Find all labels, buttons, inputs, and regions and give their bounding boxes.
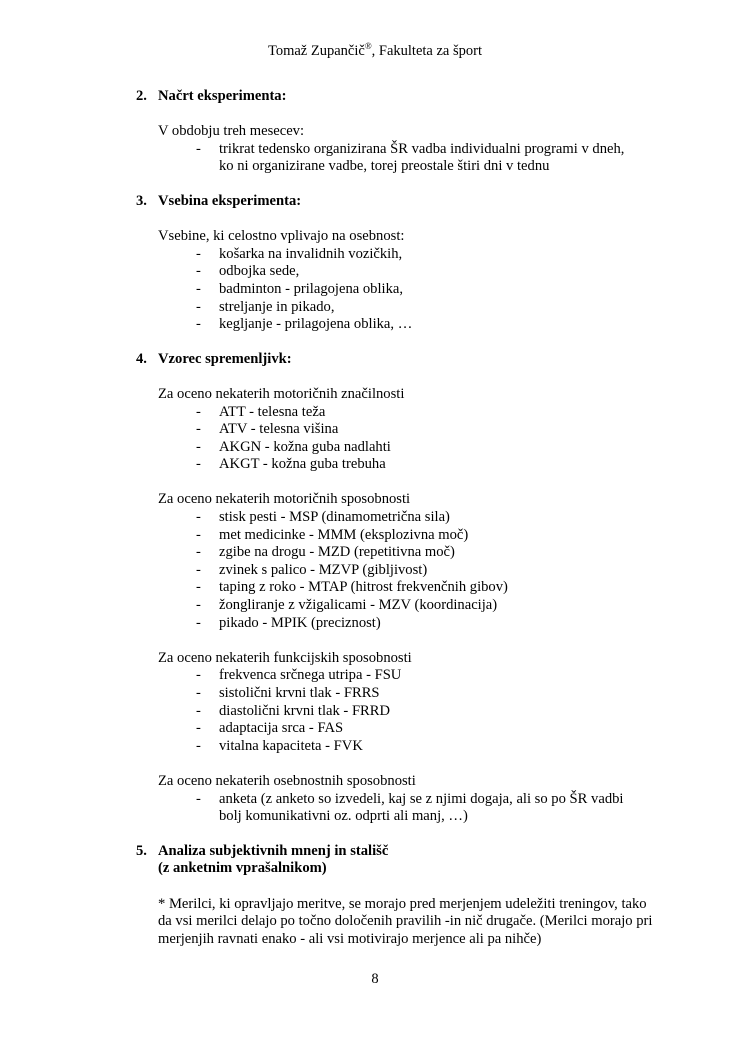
section-number-3: 3. bbox=[136, 192, 147, 209]
list-item bbox=[196, 544, 638, 562]
list-item-label: ATT - telesna teža bbox=[219, 403, 326, 420]
bullet-dash-icon: - bbox=[196, 421, 201, 438]
variable-group-heading: Za oceno nekaterih motoričnih značilnosti bbox=[158, 385, 405, 402]
spacer bbox=[136, 755, 638, 773]
variable-group-list bbox=[136, 509, 638, 632]
bullet-dash-icon: - bbox=[196, 263, 201, 280]
list-item bbox=[196, 703, 638, 721]
variable-group-list bbox=[136, 667, 638, 755]
list-item-label: frekvenca srčnega utripa - FSU bbox=[219, 667, 402, 684]
list-item bbox=[196, 579, 638, 597]
section-title-3: Vsebina eksperimenta: bbox=[158, 192, 302, 209]
list-item bbox=[196, 527, 638, 545]
bullet-dash-icon: - bbox=[196, 667, 201, 684]
list-item-label: AKGN - kožna guba nadlahti bbox=[219, 438, 391, 455]
section-title-2: Načrt eksperimenta: bbox=[158, 88, 287, 104]
list-item bbox=[196, 720, 638, 738]
list-item bbox=[196, 141, 638, 176]
list-item-label: badminton - prilagojena oblika, bbox=[219, 280, 403, 297]
page-number: 8 bbox=[371, 971, 379, 987]
variable-group-heading: Za oceno nekaterih osebnostnih sposobnosti bbox=[158, 772, 416, 789]
bullet-dash-icon: - bbox=[196, 509, 201, 526]
list-item bbox=[196, 562, 638, 580]
list-item-label: kegljanje - prilagojena oblika, … bbox=[219, 316, 413, 333]
variable-group-list bbox=[136, 404, 638, 474]
running-header bbox=[0, 43, 750, 60]
spacer bbox=[136, 106, 638, 124]
header-author: Tomaž Zupančič bbox=[267, 43, 365, 59]
list-item-label: pikado - MPIK (preciznost) bbox=[219, 614, 381, 631]
section-3-bullet-list bbox=[136, 246, 638, 334]
bullet-dash-icon: - bbox=[196, 579, 201, 596]
list-item bbox=[196, 281, 638, 299]
bullet-dash-icon: - bbox=[196, 140, 201, 157]
section-number-5: 5. bbox=[136, 842, 147, 859]
section-3-intro: Vsebine, ki celostno vplivajo na osebnost: bbox=[158, 228, 405, 245]
bullet-dash-icon: - bbox=[196, 614, 201, 631]
list-item-label: ATV - telesna višina bbox=[219, 421, 339, 438]
list-item-label: trikrat tedensko organizirana ŠR vadba individualni programi v dneh, ko ni organizirane vadbe, torej preostale štiri dni v tednu bbox=[219, 140, 625, 175]
list-item bbox=[196, 738, 638, 756]
list-item-label: vitalna kapaciteta - FVK bbox=[219, 737, 363, 754]
bullet-dash-icon: - bbox=[196, 720, 201, 737]
spacer bbox=[136, 878, 638, 896]
bullet-dash-icon: - bbox=[196, 403, 201, 420]
spacer bbox=[136, 176, 638, 193]
bullet-dash-icon: - bbox=[196, 685, 201, 701]
variable-group-heading: Za oceno nekaterih motoričnih sposobnosti bbox=[158, 491, 411, 508]
list-item-label: met medicinke - MMM (eksplozivna moč) bbox=[219, 526, 469, 543]
list-item bbox=[196, 597, 638, 615]
bullet-dash-icon: - bbox=[196, 526, 201, 543]
list-item-label: sistolični krvni tlak - FRRS bbox=[219, 685, 380, 701]
spacer bbox=[136, 211, 638, 229]
section-heading-2 bbox=[136, 88, 638, 106]
list-item bbox=[196, 615, 638, 633]
list-item-label: stisk pesti - MSP (dinamometrična sila) bbox=[219, 509, 450, 526]
list-item bbox=[196, 685, 638, 703]
list-item bbox=[196, 509, 638, 527]
bullet-dash-icon: - bbox=[196, 280, 201, 297]
bullet-dash-icon: - bbox=[196, 561, 201, 578]
bullet-dash-icon: - bbox=[196, 456, 201, 473]
variable-group-list bbox=[136, 791, 638, 826]
list-item bbox=[196, 404, 638, 422]
bullet-dash-icon: - bbox=[196, 597, 201, 614]
list-item-label: zvinek s palico - MZVP (gibljivost) bbox=[219, 561, 428, 578]
list-item-label: anketa (z anketo so izvedeli, kaj se z njimi dogaja, ali so po ŠR vadbi bolj komunikativni oz. odprti ali manj, …) bbox=[219, 790, 624, 825]
list-item-label: streljanje in pikado, bbox=[219, 298, 335, 315]
list-item bbox=[196, 667, 638, 685]
bullet-dash-icon: - bbox=[196, 245, 201, 262]
bullet-dash-icon: - bbox=[196, 790, 201, 807]
list-item-label: diastolični krvni tlak - FRRD bbox=[219, 702, 391, 719]
section-title-5-line2: (z anketnim vprašalnikom) bbox=[158, 860, 327, 877]
section-heading-3 bbox=[136, 193, 638, 211]
spacer bbox=[136, 474, 638, 492]
list-item bbox=[196, 299, 638, 317]
variable-group-heading: Za oceno nekaterih funkcijskih sposobnosti bbox=[158, 649, 412, 666]
registered-mark-icon: ® bbox=[364, 41, 372, 52]
section-2-bullet-list bbox=[136, 141, 638, 176]
list-item bbox=[196, 456, 638, 474]
bullet-dash-icon: - bbox=[196, 316, 201, 333]
bullet-dash-icon: - bbox=[196, 544, 201, 561]
list-item bbox=[196, 263, 638, 281]
list-item-label: košarka na invalidnih vozičkih, bbox=[219, 245, 403, 262]
section-heading-5 bbox=[136, 843, 638, 878]
section-2-intro: V obdobju treh mesecev: bbox=[158, 123, 305, 140]
document-body bbox=[136, 88, 653, 948]
list-item-label: adaptacija srca - FAS bbox=[219, 720, 344, 737]
measurement-note: * Merilci, ki opravljajo meritve, se morajo pred merjenjem udeležiti treningov, tako da vsi merilci delajo po točno določenih pravilih -in nič drugače. (Merilci morajo pri merjenjih ravnati enako - ali vsi motivirajo merjence ali pa nihče) bbox=[158, 895, 653, 947]
bullet-dash-icon: - bbox=[196, 298, 201, 315]
list-item-label: žongliranje z vžigalicami - MZV (koordinacija) bbox=[219, 597, 498, 614]
bullet-dash-icon: - bbox=[196, 702, 201, 719]
list-item-label: odbojka sede, bbox=[219, 263, 300, 280]
spacer bbox=[136, 334, 638, 351]
bullet-dash-icon: - bbox=[196, 737, 201, 754]
section-title-5-line1: Analiza subjektivnih mnenj in stališč bbox=[158, 842, 389, 859]
list-item-label: AKGT - kožna guba trebuha bbox=[219, 456, 386, 473]
spacer bbox=[136, 632, 638, 650]
section-number-4: 4. bbox=[136, 350, 147, 367]
bullet-dash-icon: - bbox=[196, 438, 201, 455]
list-item bbox=[196, 421, 638, 439]
section-number-2: 2. bbox=[136, 88, 147, 104]
list-item bbox=[196, 791, 638, 826]
list-item bbox=[196, 316, 638, 334]
list-item bbox=[196, 246, 638, 264]
spacer bbox=[136, 826, 638, 843]
list-item-label: taping z roko - MTAP (hitrost frekvenčnih gibov) bbox=[219, 579, 508, 596]
list-item-label: zgibe na drogu - MZD (repetitivna moč) bbox=[219, 544, 455, 561]
spacer bbox=[136, 368, 638, 386]
section-title-4: Vzorec spremenljivk: bbox=[158, 350, 292, 367]
section-heading-4 bbox=[136, 351, 638, 369]
list-item bbox=[196, 439, 638, 457]
header-affiliation: , Fakulteta za šport bbox=[371, 43, 482, 59]
